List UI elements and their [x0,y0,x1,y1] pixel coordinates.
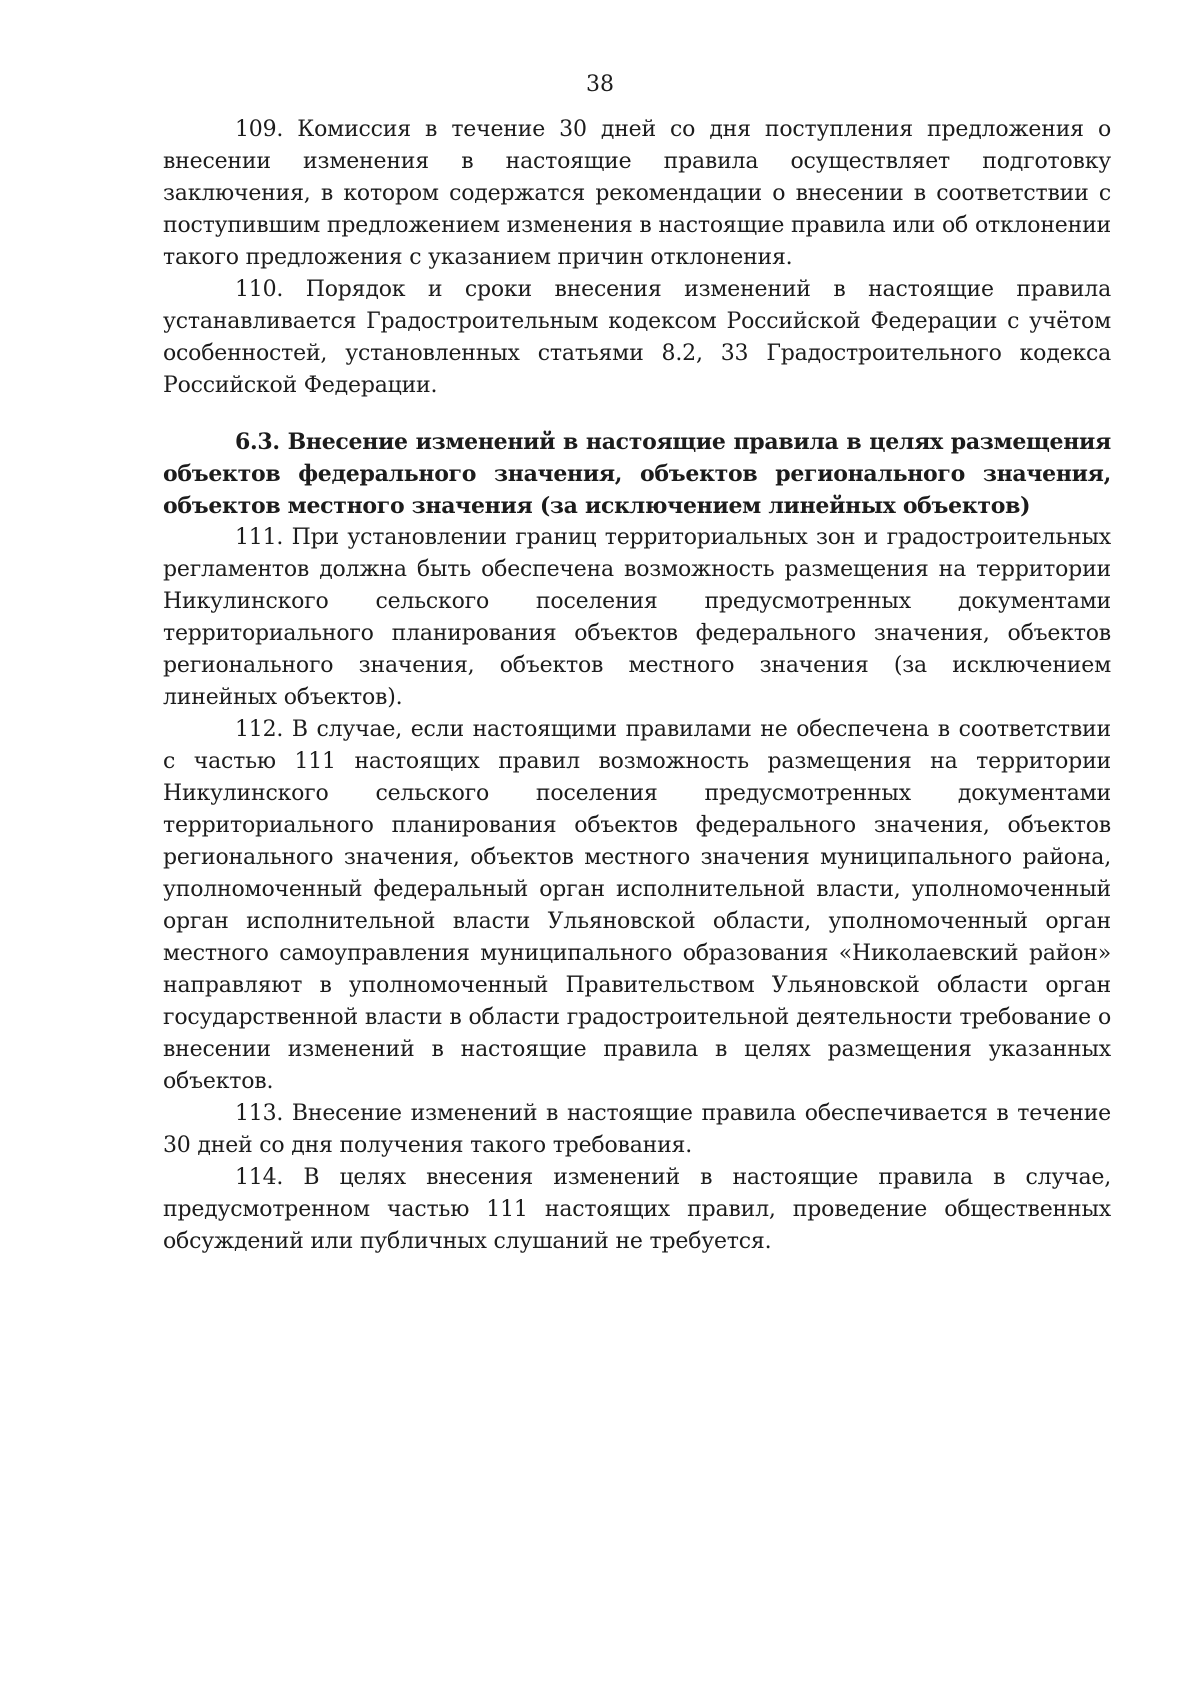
paragraph-109: 109. Комиссия в течение 30 дней со дня поступления предложения о внесении изменения в настоящие правила осуществляет подготовку заключения, в котором содержатся рекомендации о внесении в соответствии с поступившим предложением изменения в настоящие правила или об отклонении такого предложения с указанием причин отклонения. [163,117,1111,270]
paragraph-110: 110. Порядок и сроки внесения изменений в настоящие правила устанавливается Градостроительным кодексом Российской Федерации с учётом особенностей, установленных статьями 8.2, 33 Градостроительного кодекса Российской Федерации. [163,277,1111,398]
document-body [163,114,1111,1258]
page-number: 38 [586,72,614,97]
section-heading-6-3: 6.3. Внесение изменений в настоящие правила в целях размещения объектов федерального значения, объектов регионального значения, объектов местного значения (за исключением линейных объектов) [163,429,1111,519]
paragraph-113: 113. Внесение изменений в настоящие правила обеспечивается в течение 30 дней со дня получения такого требования. [163,1101,1111,1158]
paragraph-114: 114. В целях внесения изменений в настоящие правила в случае, предусмотренном частью 111 настоящих правил, проведение общественных обсуждений или публичных слушаний не требуется. [163,1165,1111,1254]
paragraph-112: 112. В случае, если настоящими правилами не обеспечена в соответствии с частью 111 настоящих правил возможность размещения на территории Никулинского сельского поселения предусмотренных документами территориального планирования объектов федерального значения, объектов регионального значения, объектов местного значения муниципального района, уполномоченный федеральный орган исполнительной власти, уполномоченный орган исполнительной власти Ульяновской области, уполномоченный орган местного самоуправления муниципального образования «Николаевский район» направляют в уполномоченный Правительством Ульяновской области орган государственной власти в области градостроительной деятельности требование о внесении изменений в настоящие правила в целях размещения указанных объектов. [163,717,1111,1094]
paragraph-111: 111. При установлении границ территориальных зон и градостроительных регламентов должна быть обеспечена возможность размещения на территории Никулинского сельского поселения предусмотренных документами территориального планирования объектов федерального значения, объектов регионального значения, объектов местного значения (за исключением линейных объектов). [163,525,1111,710]
